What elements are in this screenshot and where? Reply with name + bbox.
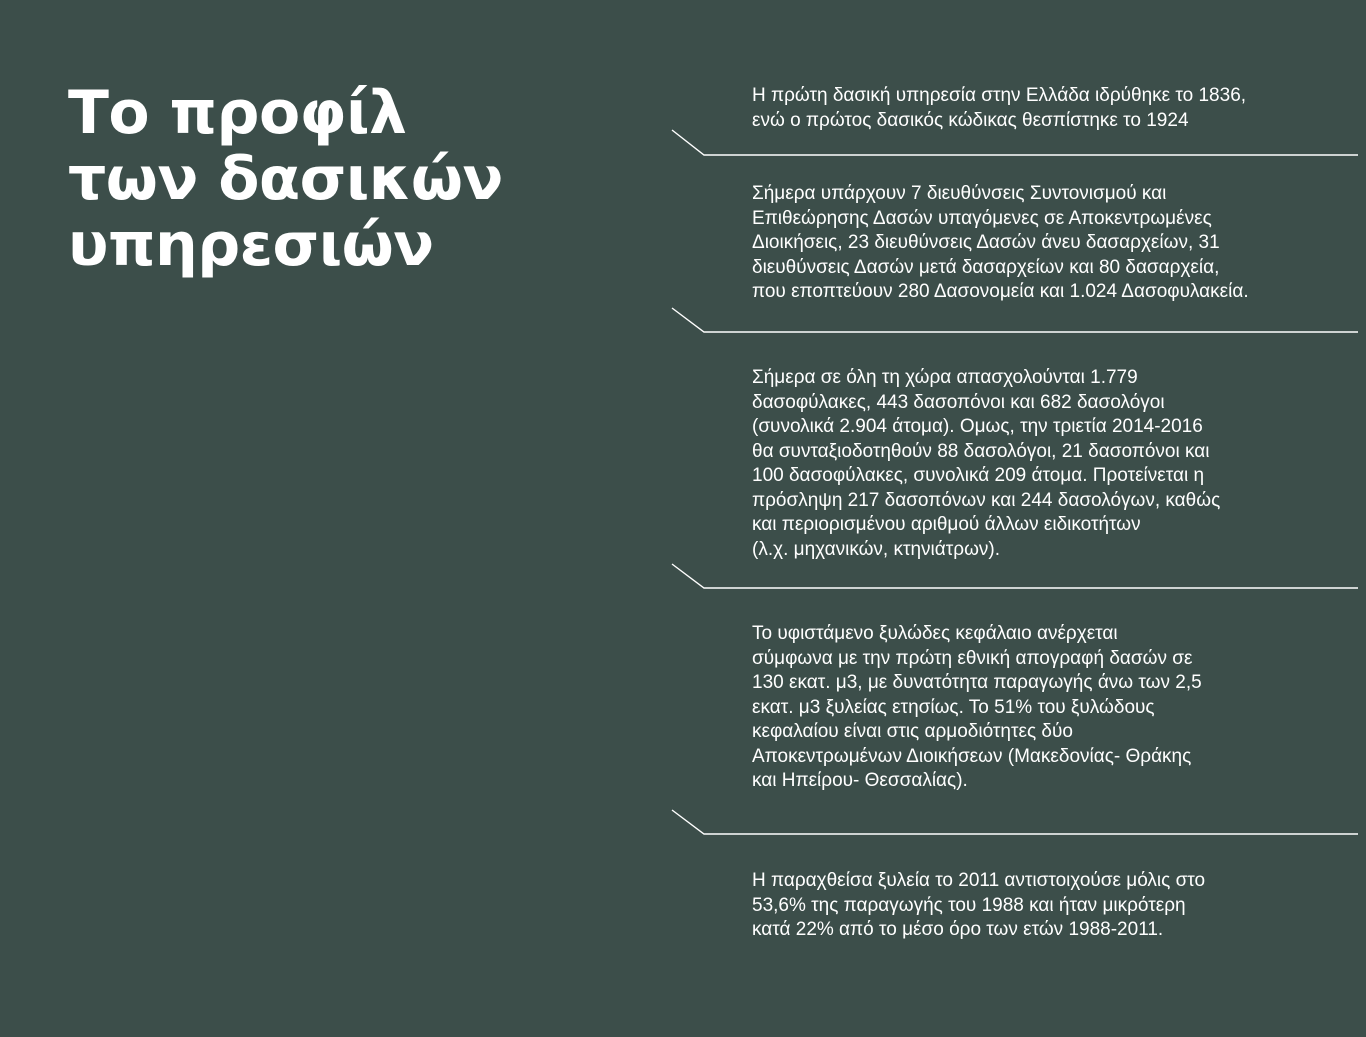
fact-directorates: Σήμερα υπάρχουν 7 διευθύνσεις Συντονισμού και Επιθεώρησης Δασών υπαγόμενες σε Αποκεντρωμένες Διοικήσεις, 23 διευθύνσεις Δασών άνευ δασαρχείων, 31 διευθύνσεις Δασών μετά δασαρχείων και 80 δασαρχεία, που εποπτεύουν 280 Δασονομεία και 1.024 Δασοφυλακεία. [752,183,1249,302]
fact-founding: Η πρώτη δασική υπηρεσία στην Ελλάδα ιδρύθηκε το 1836, ενώ ο πρώτος δασικός κώδικας θεσπίστηκε το 1924 [752,85,1247,131]
fact-timber-production: Η παραχθείσα ξυλεία το 2011 αντιστοιχούσε μόλις στο 53,6% της παραγωγής του 1988 και ήταν μικρότερη κατά 22% από το μέσο όρο των ετών 1988-2011. [752,870,1206,940]
fact-staff: Σήμερα σε όλη τη χώρα απασχολούνται 1.779 δασοφύλακες, 443 δασοπόνοι και 682 δασολόγοι (συνολικά 2.904 άτομα). Ομως, την τριετία 2014-2016 θα συνταξιοδοτηθούν 88 δασολόγοι, 21 δασοπόνοι και 100 δασοφύλακες, συνολικά 209 άτομα. Προτείνεται η πρόσληψη 217 δασοπόνων και 244 δασολόγων, καθώς και περιορισμένου αριθμού άλλων ειδικοτήτων (λ.χ. μηχανικών, κτηνιάτρων). [752,367,1221,560]
page-title: Το προφίλ των δασικών υπηρεσιών [68,78,503,280]
fact-timber-stock: Το υφιστάμενο ξυλώδες κεφάλαιο ανέρχεται σύμφωνα με την πρώτη εθνική απογραφή δασών σε 130 εκατ. μ3, με δυνατότητα παραγωγής άνω των 2,5 εκατ. μ3 ξυλείας ετησίως. Το 51% του ξυλώδους κεφαλαίου είναι στις αρμοδιότητες δύο Αποκεντρωμένων Διοικήσεων (Μακεδονίας- Θράκης και Ηπείρου- Θεσσαλίας). [752,623,1202,791]
separator-line-2 [672,308,1358,332]
separator-line-4 [672,810,1358,834]
separator-line-1 [672,130,1358,155]
separator-line-3 [672,564,1358,588]
